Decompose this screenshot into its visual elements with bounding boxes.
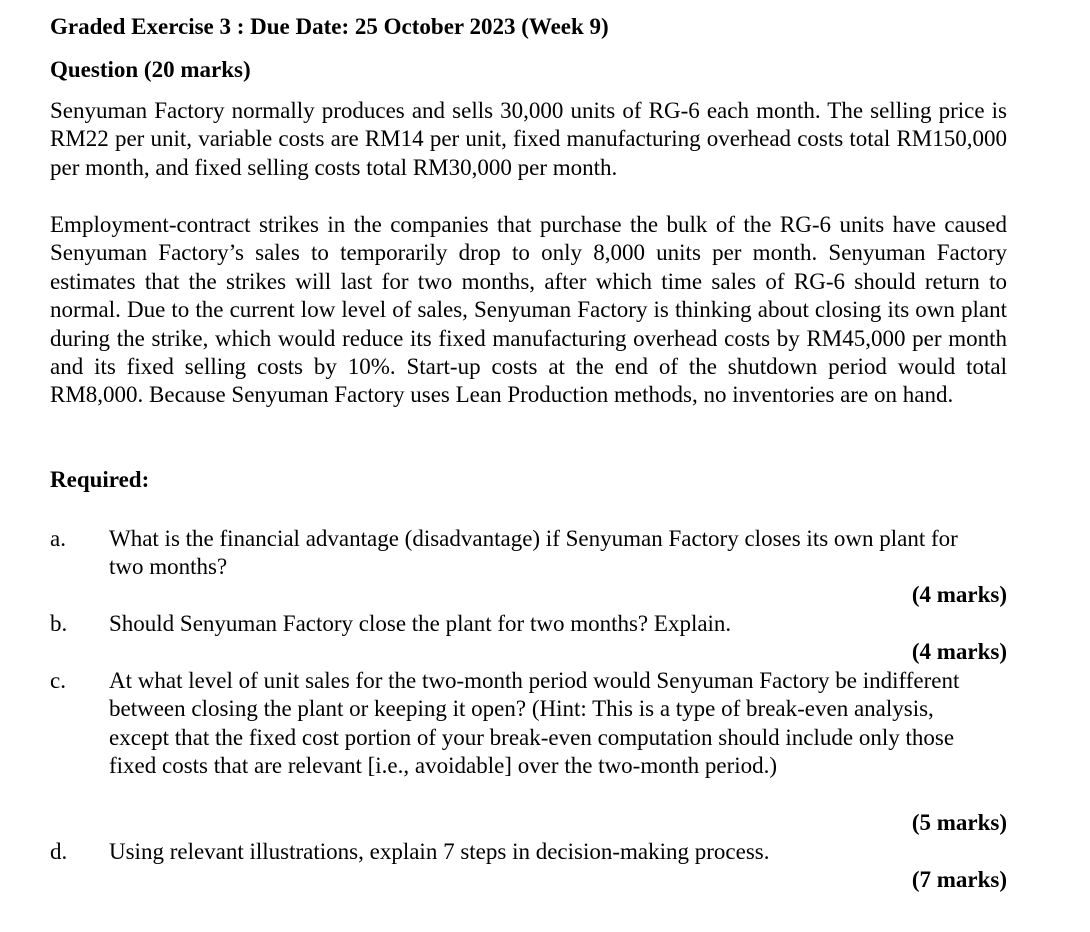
item-d-letter: d. — [50, 839, 68, 864]
required-heading: Required: — [50, 467, 150, 492]
item-d-marks: (7 marks) — [911, 867, 1007, 892]
item-a-letter: a. — [50, 526, 66, 551]
item-a-text: What is the financial advantage (disadvantage) if Senyuman Factory closes its own plant for two months? — [109, 526, 958, 580]
question-heading: Question (20 marks) — [50, 57, 251, 82]
item-b-letter: b. — [50, 611, 68, 636]
item-b-marks: (4 marks) — [911, 639, 1007, 664]
item-a-marks: (4 marks) — [911, 582, 1007, 607]
item-d-text: Using relevant illustrations, explain 7 steps in decision-making process. — [109, 839, 770, 864]
scenario-paragraph-2: Employment-contract strikes in the companies that purchase the bulk of the RG-6 units have caused Senyuman Factory’s sales to temporarily drop to only 8,000 units per month. Senyuman Factory estimates that the strikes will last for two months, after which time sales of RG-6 should return to normal. Due to the current low level of sales, Senyuman Factory is thinking about closing its own plant during the strike, which would reduce its fixed manufacturing overhead costs by RM45,000 per month and its fixed selling costs by 10%. Start-up costs at the end of the shutdown period would total RM8,000. Because Senyuman Factory uses Lean Production methods, no inventories are on hand. — [50, 212, 1007, 408]
exercise-title: Graded Exercise 3 : Due Date: 25 October 2023 (Week 9) — [50, 14, 609, 39]
item-c-marks: (5 marks) — [911, 810, 1007, 835]
scenario-paragraph-1: Senyuman Factory normally produces and sells 30,000 units of RG-6 each month. The selling price is RM22 per unit, variable costs are RM14 per unit, fixed manufacturing overhead costs total RM150,000 per month, and fixed selling costs total RM30,000 per month. — [50, 98, 1007, 180]
item-c-text: At what level of unit sales for the two-month period would Senyuman Factory be indifferent between closing the plant or keeping it open? (Hint: This is a type of break-even analysis, except that the fixed cost portion of your break-even computation should include only those fixed costs that are relevant [i.e., avoidable] over the two-month period.) — [109, 668, 960, 779]
item-c-letter: c. — [50, 668, 66, 693]
item-b-text: Should Senyuman Factory close the plant for two months? Explain. — [109, 611, 732, 636]
